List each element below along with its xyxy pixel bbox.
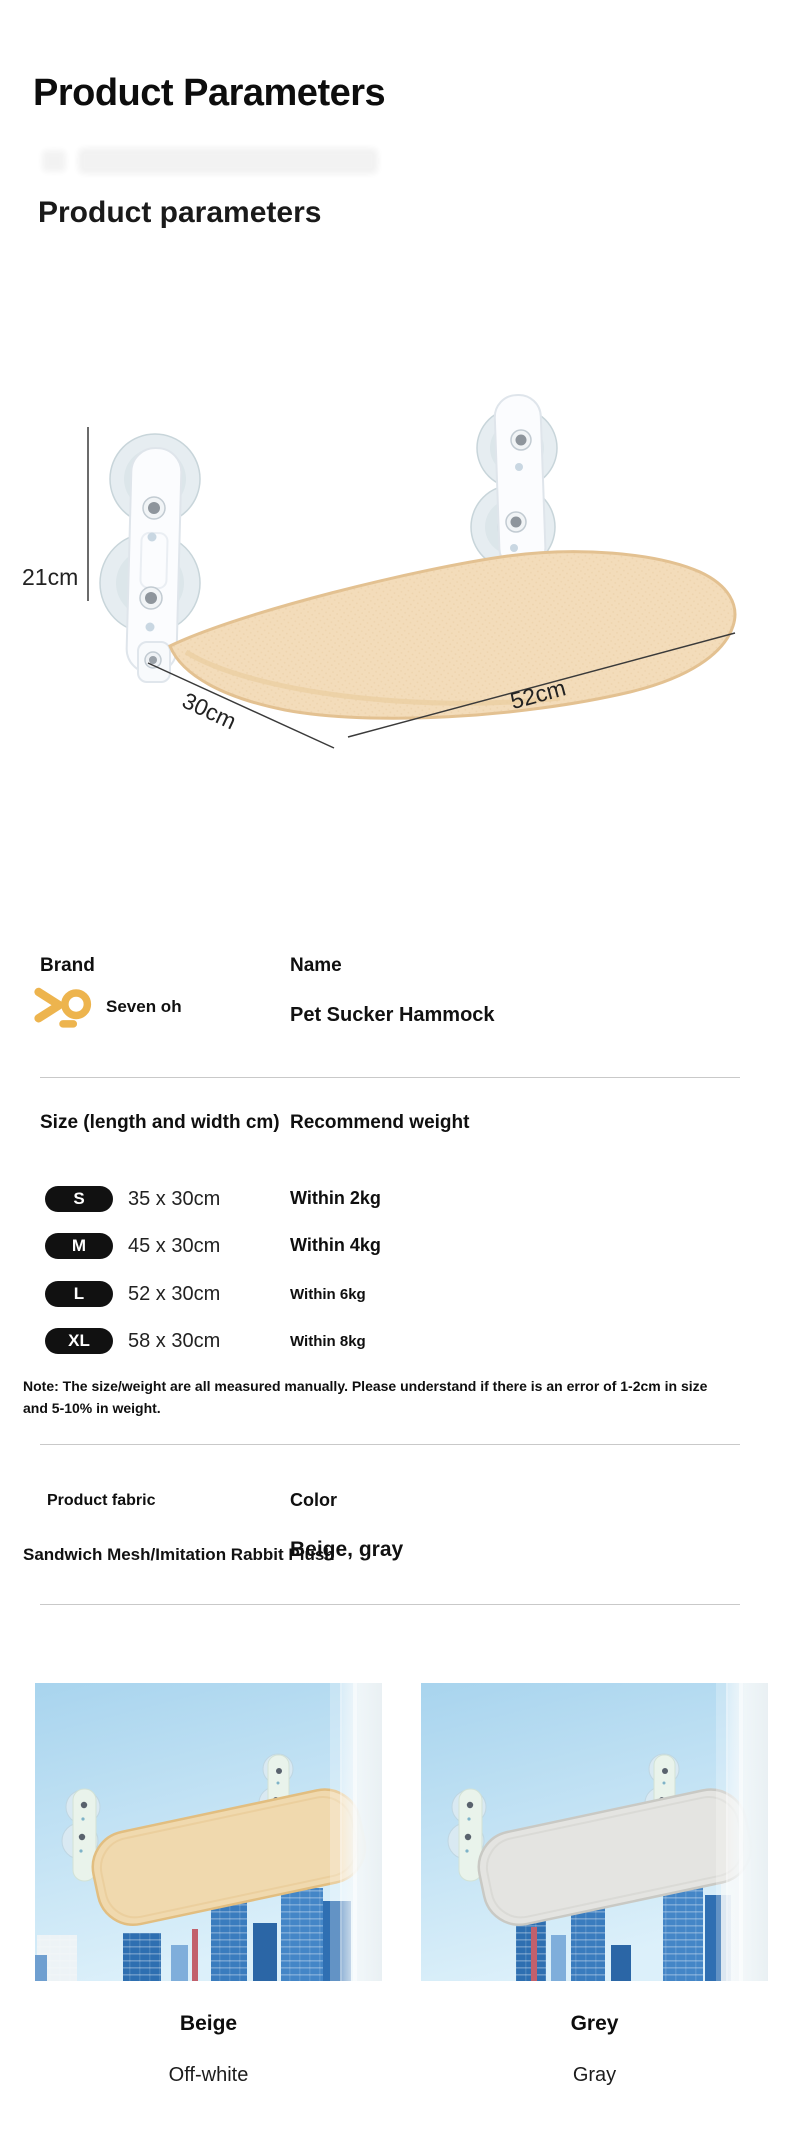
- measurement-note: Note: The size/weight are all measured manually. Please understand if there is an error of 1-2cm in size and 5-10% in weight.: [23, 1378, 708, 1416]
- weight-column-header: Recommend weight: [290, 1112, 470, 1133]
- faint-watermark: [78, 148, 378, 174]
- divider: [40, 1077, 740, 1078]
- curtain: [340, 1683, 382, 1981]
- size-weight-m: Within 4kg: [290, 1235, 381, 1255]
- size-badge-s: S: [45, 1186, 113, 1212]
- section-subtitle: Product parameters: [38, 196, 322, 229]
- color-value: Beige, gray: [290, 1538, 404, 1561]
- size-dims-l: 52 x 30cm: [128, 1282, 221, 1305]
- divider: [40, 1604, 740, 1605]
- hammock-pad: [170, 552, 735, 719]
- variant-photo-beige: [35, 1683, 382, 1981]
- brand-label: Brand: [40, 955, 95, 976]
- size-weight-s: Within 2kg: [290, 1188, 381, 1208]
- brand-value: Seven oh: [106, 997, 182, 1016]
- size-dims-s: 35 x 30cm: [128, 1187, 221, 1210]
- curtain: [726, 1683, 768, 1981]
- variant-name-beige: Beige: [179, 2012, 238, 2035]
- right-suction-bracket: [471, 394, 557, 570]
- variant-subtitle-grey: Gray: [572, 2064, 617, 2086]
- size-column-header: Size (length and width cm): [40, 1112, 280, 1133]
- product-name-value: Pet Sucker Hammock: [290, 1004, 495, 1026]
- window-scene-grey: [421, 1683, 768, 1981]
- variant-photo-grey: [421, 1683, 768, 1981]
- window-scene-beige: [35, 1683, 382, 1981]
- length-dimension-label: 52cm: [507, 674, 569, 715]
- size-badge-l: L: [45, 1281, 113, 1307]
- size-dims-m: 45 x 30cm: [128, 1234, 221, 1257]
- fabric-label: Product fabric: [47, 1492, 156, 1509]
- variant-subtitle-beige: Off-white: [168, 2064, 249, 2086]
- brand-value-row: [33, 984, 182, 1030]
- fabric-value: Sandwich Mesh/Imitation Rabbit Plush: [23, 1545, 335, 1564]
- size-badge-xl: XL: [45, 1328, 113, 1354]
- height-dimension-label: 21cm: [22, 564, 79, 590]
- depth-dimension-label: 30cm: [178, 687, 241, 735]
- size-weight-xl: Within 8kg: [290, 1333, 366, 1350]
- variant-name-grey: Grey: [570, 2012, 619, 2035]
- seven-oh-logo-icon: [33, 984, 93, 1030]
- name-label: Name: [290, 955, 342, 976]
- product-dimension-diagram: [0, 290, 790, 790]
- divider: [40, 1444, 740, 1445]
- color-label: Color: [290, 1490, 337, 1510]
- size-badge-m: M: [45, 1233, 113, 1259]
- size-dims-xl: 58 x 30cm: [128, 1329, 221, 1352]
- size-weight-l: Within 6kg: [290, 1286, 366, 1303]
- page-title: Product Parameters: [33, 72, 386, 114]
- faint-watermark-small: [42, 150, 66, 172]
